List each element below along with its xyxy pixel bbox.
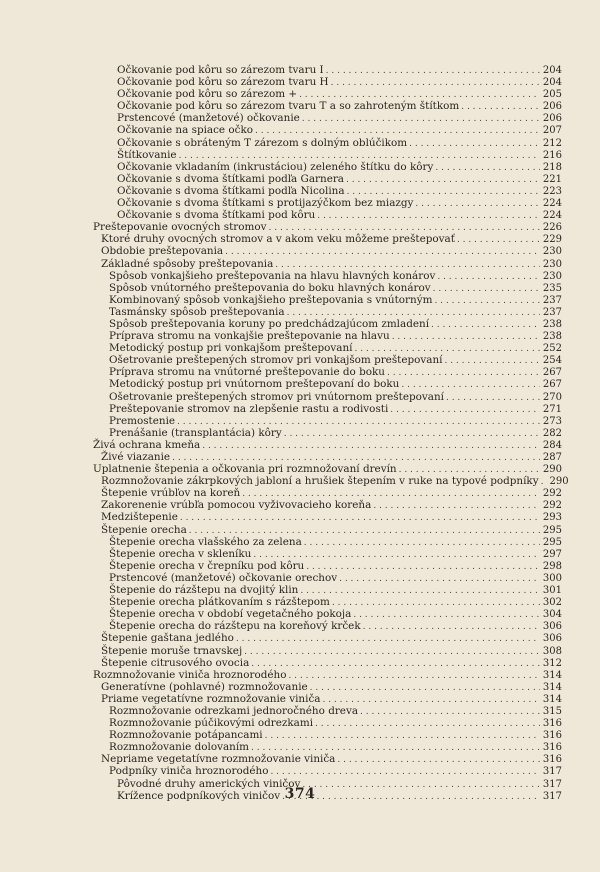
toc-entry-title: Štepenie citrusového ovocia xyxy=(101,656,250,669)
toc-entry-page: 292 xyxy=(542,488,562,500)
toc-leader-dots xyxy=(363,621,540,633)
toc-entry-page: 315 xyxy=(542,705,562,717)
toc-entry xyxy=(93,705,562,717)
toc-leader-dots xyxy=(310,682,540,694)
toc-entry-page: 290 xyxy=(542,464,562,476)
toc-entry xyxy=(93,391,562,403)
toc-entry-page: 267 xyxy=(542,367,562,379)
page-number: 374 xyxy=(284,786,316,802)
toc-entry-title: Spôsob vonkajšieho preštepovania na hlavu hlavných konárov xyxy=(109,269,436,282)
toc-leader-dots xyxy=(236,633,540,645)
toc-entry-title: Rozmnožovanie dolovaním xyxy=(109,741,250,754)
toc-entry-title: Očkovanie s dvoma štítkami s protijazýčkom bez miazgy xyxy=(117,197,414,210)
toc-entry-page: 284 xyxy=(542,439,562,451)
toc-entry-title: Základné spôsoby preštepovania xyxy=(101,257,274,270)
toc-entry xyxy=(93,149,562,161)
toc-entry-title: Nepriame vegetatívne rozmnožovanie viniča xyxy=(101,753,336,766)
toc-entry-page: 224 xyxy=(542,198,562,210)
toc-entry xyxy=(93,753,562,765)
toc-entry-page: 316 xyxy=(542,718,562,730)
toc-entry xyxy=(93,439,562,451)
toc-entry-title: Spôsob preštepovania koruny po predchádzajúcom zmladení xyxy=(109,317,430,330)
toc-entry xyxy=(93,499,562,511)
toc-entry-page: 273 xyxy=(542,415,562,427)
toc-entry xyxy=(93,560,562,572)
toc-leader-dots xyxy=(346,174,540,186)
toc-entry-page: 302 xyxy=(542,597,562,609)
toc-entry-title: Očkovanie vkladaním (inkrustáciou) zeleného štítku do kôry xyxy=(117,160,434,173)
toc-entry xyxy=(93,620,562,632)
toc-entry-page: 204 xyxy=(542,65,562,76)
toc-entry-page: 292 xyxy=(542,500,562,512)
toc-entry-title: Pôvodné druhy amerických viničov xyxy=(117,777,301,790)
toc-entry xyxy=(93,197,562,209)
toc-leader-dots xyxy=(306,561,540,573)
toc-leader-dots xyxy=(390,404,540,416)
toc-entry xyxy=(93,765,562,777)
toc-entry xyxy=(93,161,562,173)
toc-entry xyxy=(93,548,562,560)
toc-entry xyxy=(93,536,562,548)
toc-entry xyxy=(93,463,562,475)
toc-entry xyxy=(93,427,562,439)
toc-leader-dots xyxy=(284,428,540,440)
toc-entry xyxy=(93,294,562,306)
toc-entry xyxy=(93,451,562,463)
toc-entry xyxy=(93,681,562,693)
toc-leader-dots xyxy=(457,234,540,246)
toc-entry-title: Uplatnenie štepenia a očkovania pri rozmnožovaní drevín xyxy=(93,463,397,476)
toc-entry xyxy=(93,76,562,88)
toc-entry-title: Očkovanie pod kôru so zárezom tvaru T a so zahroteným štítkom xyxy=(117,100,460,113)
toc-leader-dots xyxy=(244,646,540,658)
toc-leader-dots xyxy=(202,440,540,452)
toc-entry-title: Podpníky viniča hroznorodého xyxy=(109,765,269,778)
toc-entry-page: 317 xyxy=(542,778,562,790)
toc-entry xyxy=(93,88,562,100)
toc-entry xyxy=(93,233,562,245)
toc-entry-page: 235 xyxy=(542,282,562,294)
toc-entry xyxy=(93,596,562,608)
toc-entry-page: 298 xyxy=(542,560,562,572)
toc-entry-title: Rozmnožovanie odrezkami jednoročného dreva xyxy=(109,704,359,717)
toc-entry xyxy=(93,306,562,318)
toc-entry-title: Preštepovanie ovocných stromov xyxy=(93,221,267,234)
toc-entry xyxy=(93,403,562,415)
toc-leader-dots xyxy=(317,210,540,222)
toc-leader-dots xyxy=(288,670,540,682)
toc-entry-title: Metodický postup pri vonkajšom preštepovaní xyxy=(109,342,353,355)
toc-entry-page: 207 xyxy=(542,125,562,137)
toc-entry-title: Rozmnožovanie viniča hroznorodého xyxy=(93,668,287,681)
toc-entry-title: Rozmnožovanie púčikovými odrezkami xyxy=(109,717,314,730)
toc-entry-page: 316 xyxy=(542,742,562,754)
toc-entry-page: 223 xyxy=(542,185,562,197)
toc-leader-dots xyxy=(265,730,540,742)
toc-entry-page: 306 xyxy=(542,621,562,633)
toc-entry-page: 230 xyxy=(542,270,562,282)
toc-entry-title: Štepenie orecha plátkovaním s rázštepom xyxy=(109,596,330,609)
toc-entry-title: Štepenie orecha v črepníku pod kôru xyxy=(109,559,305,572)
toc-entry-page: 290 xyxy=(549,476,569,488)
toc-entry xyxy=(93,185,562,197)
toc-entry-page: 206 xyxy=(542,113,562,125)
toc-entry-page: 254 xyxy=(542,355,562,367)
toc-leader-dots xyxy=(337,754,540,766)
toc-entry-title: Štepenie orecha do rázštepu na koreňový krček xyxy=(109,620,361,633)
toc-leader-dots xyxy=(461,101,540,113)
toc-entry xyxy=(93,741,562,753)
toc-entry-title: Prstencové (manžetové) očkovanie xyxy=(117,112,300,125)
toc-entry xyxy=(93,258,562,270)
toc-leader-dots xyxy=(180,512,540,524)
toc-leader-dots xyxy=(339,573,540,585)
toc-leader-dots xyxy=(387,367,540,379)
toc-entry-page: 312 xyxy=(542,657,562,669)
toc-entry-page: 238 xyxy=(542,331,562,343)
toc-leader-dots xyxy=(304,537,540,549)
toc-entry-title: Príprava stromu na vonkajšie preštepovanie na hlavu xyxy=(109,330,390,343)
toc-entry-page: 287 xyxy=(542,452,562,463)
toc-entry-title: Očkovanie pod kôru so zárezom + xyxy=(117,88,298,101)
toc-entry xyxy=(93,209,562,221)
toc-entry-page: 271 xyxy=(542,403,562,415)
table-of-contents xyxy=(93,64,569,802)
toc-entry-title: Živé viazanie xyxy=(101,451,171,463)
toc-entry-title: Očkovanie pod kôru so zárezom tvaru I xyxy=(117,64,324,76)
toc-entry-title: Zakorenenie vrúbľa pomocou vyživovacieho koreňa xyxy=(101,499,372,512)
toc-entry xyxy=(93,173,562,185)
toc-entry-page: 293 xyxy=(542,512,562,524)
toc-entry-page: 230 xyxy=(542,246,562,258)
toc-entry xyxy=(93,669,562,681)
toc-entry xyxy=(93,112,562,124)
toc-entry-page: 314 xyxy=(542,669,562,681)
toc-entry xyxy=(93,475,569,488)
toc-entry-page: 224 xyxy=(542,210,562,222)
toc-entry-title: Ošetrovanie preštepených stromov pri vnútornom preštepovaní xyxy=(109,390,444,403)
toc-entry-page: 300 xyxy=(542,572,562,584)
toc-entry-title: Živá ochrana kmeňa xyxy=(93,438,201,451)
toc-entry-page: 204 xyxy=(542,77,562,89)
toc-entry-title: Štepenie gaštana jedlého xyxy=(101,632,234,645)
toc-entry-title: Očkovanie s dvoma štítkami pod kôru xyxy=(117,209,316,222)
toc-entry-title: Kombinovaný spôsob vonkajšieho preštepovania s vnútorným xyxy=(109,293,433,306)
toc-entry-title: Obdobie preštepovania xyxy=(101,245,224,258)
toc-entry-title: Ošetrovanie preštepených stromov pri vonkajšom preštepovaní xyxy=(109,354,443,367)
toc-entry xyxy=(93,632,562,644)
toc-entry-title: Očkovanie pod kôru so zárezom tvaru H xyxy=(117,76,329,89)
toc-entry-page: 314 xyxy=(542,693,562,705)
toc-entry xyxy=(93,717,562,729)
toc-leader-dots xyxy=(409,138,540,150)
toc-entry xyxy=(93,572,562,584)
toc-entry xyxy=(93,415,562,427)
toc-entry-title: Ktoré druhy ovocných stromov a v akom veku môžeme preštepovať xyxy=(101,233,455,246)
toc-leader-dots xyxy=(326,65,540,77)
toc-entry-page: 205 xyxy=(542,89,562,101)
toc-leader-dots xyxy=(353,609,540,621)
toc-leader-dots xyxy=(373,500,540,512)
toc-entry-title: Spôsob vnútorného preštepovania do boku hlavných konárov xyxy=(109,281,431,294)
toc-entry-page: 252 xyxy=(542,343,562,355)
toc-leader-dots xyxy=(444,355,540,367)
toc-entry-page: 308 xyxy=(542,645,562,657)
toc-entry-page: 270 xyxy=(542,391,562,403)
toc-leader-dots xyxy=(446,392,540,404)
toc-leader-dots xyxy=(415,198,540,210)
toc-entry-page: 216 xyxy=(542,149,562,161)
toc-leader-dots xyxy=(435,162,540,174)
toc-entry-title: Metodický postup pri vnútornom preštepovaní do boku xyxy=(109,378,400,391)
toc-entry-title: Štepenie moruše trnavskej xyxy=(101,644,243,657)
toc-entry-title: Rozmnožovanie potápancami xyxy=(109,729,263,742)
toc-leader-dots xyxy=(392,331,540,343)
toc-entry-page: 218 xyxy=(542,161,562,173)
toc-entry-page: 306 xyxy=(542,633,562,645)
toc-entry-title: Medzištepenie xyxy=(101,511,178,524)
toc-entry-title: Štepenie orecha xyxy=(101,523,187,536)
toc-entry-title: Priame vegetatívne rozmnožovanie viniča xyxy=(101,692,321,705)
toc-entry xyxy=(93,64,562,76)
toc-entry-page: 314 xyxy=(542,681,562,693)
toc-entry-page: 316 xyxy=(542,730,562,742)
toc-entry-page: 267 xyxy=(542,379,562,391)
toc-entry xyxy=(93,354,562,366)
toc-entry xyxy=(93,137,562,149)
toc-entry xyxy=(93,729,562,741)
toc-leader-dots xyxy=(434,295,540,307)
toc-entry-page: 297 xyxy=(542,548,562,560)
toc-leader-dots xyxy=(251,658,540,670)
toc-leader-dots xyxy=(360,706,540,718)
toc-leader-dots xyxy=(315,718,540,730)
toc-entry xyxy=(93,693,562,705)
toc-entry-title: Štepenie orecha v období vegetačného pokoja xyxy=(109,608,352,621)
toc-leader-dots xyxy=(270,766,540,778)
toc-entry xyxy=(93,487,562,499)
toc-entry-page: 237 xyxy=(542,306,562,318)
toc-entry-title: Štítkovanie xyxy=(117,148,177,161)
toc-leader-dots xyxy=(431,319,540,331)
toc-entry-page: 295 xyxy=(542,536,562,548)
toc-entry-title: Premostenie xyxy=(109,414,176,427)
toc-entry xyxy=(93,270,562,282)
toc-entry xyxy=(93,378,562,390)
toc-entry-page: 238 xyxy=(542,318,562,330)
toc-entry-page: 221 xyxy=(542,173,562,185)
toc-entry-page: 317 xyxy=(542,766,562,778)
toc-entry-title: Štepenie vrúbľov na koreň xyxy=(101,487,241,500)
toc-leader-dots xyxy=(331,77,540,89)
toc-entry-title: Príprava stromu na vnútorné preštepovanie do boku xyxy=(109,366,385,379)
toc-entry xyxy=(93,100,562,112)
toc-entry-page: 226 xyxy=(542,222,562,234)
toc-entry xyxy=(93,318,562,330)
toc-entry xyxy=(93,366,562,378)
toc-entry xyxy=(93,524,562,536)
toc-entry xyxy=(93,282,562,294)
toc-entry-page: 282 xyxy=(542,427,562,439)
toc-entry-title: Očkovanie s dvoma štítkami podľa Garnera xyxy=(117,172,345,185)
toc-entry xyxy=(93,511,562,523)
toc-entry-title: Prenášanie (transplantácia) kôry xyxy=(109,426,282,439)
toc-entry xyxy=(93,221,562,233)
toc-entry xyxy=(93,608,562,620)
toc-entry-page: 301 xyxy=(542,585,562,597)
toc-entry-title: Štepenie orecha v skleníku xyxy=(109,547,252,560)
toc-entry-page: 229 xyxy=(542,234,562,246)
toc-entry-title: Rozmnožovanie zákrpkových jabloní a hrušiek štepením v ruke na typové podpníky xyxy=(101,475,539,488)
toc-entry xyxy=(93,584,562,596)
toc-entry xyxy=(93,645,562,657)
toc-leader-dots xyxy=(433,283,540,295)
toc-entry-title: Očkovanie na spiace očko xyxy=(117,124,254,137)
toc-entry-page: 212 xyxy=(542,137,562,149)
toc-entry-page: 304 xyxy=(542,609,562,621)
toc-leader-dots xyxy=(437,271,540,283)
toc-entry-title: Krížence podpníkových viničov xyxy=(117,789,281,802)
toc-entry-page: 316 xyxy=(542,754,562,766)
toc-entry-title: Štepenie do rázštepu na dvojitý klin xyxy=(109,584,299,597)
toc-leader-dots xyxy=(302,113,540,125)
toc-entry-title: Prstencové (manžetové) očkovanie orechov xyxy=(109,571,338,584)
toc-leader-dots xyxy=(300,585,540,597)
toc-entry xyxy=(93,342,562,354)
toc-entry-page: 237 xyxy=(542,294,562,306)
toc-entry-title: Preštepovanie stromov na zlepšenie rastu a rodivosti xyxy=(109,402,389,415)
toc-entry-title: Očkovanie s dvoma štítkami podľa Nicolina xyxy=(117,184,345,197)
toc-entry-title: Tasmánsky spôsob preštepovania xyxy=(109,305,285,318)
toc-entry-page: 206 xyxy=(542,101,562,113)
toc-entry xyxy=(93,657,562,669)
toc-entry xyxy=(93,330,562,342)
toc-entry-title: Generatívne (pohlavné) rozmnožovanie xyxy=(101,680,308,693)
toc-leader-dots xyxy=(332,597,540,609)
toc-entry-page: 295 xyxy=(542,524,562,536)
toc-entry-title: Očkovanie s obráteným T zárezom s dolným oblúčikom xyxy=(117,136,408,149)
toc-entry-page: 317 xyxy=(542,790,562,802)
toc-entry xyxy=(93,124,562,136)
toc-entry-page: 230 xyxy=(542,258,562,270)
toc-entry-title: Štepenie orecha vlašského za zelena xyxy=(109,535,302,548)
toc-entry xyxy=(93,245,562,257)
